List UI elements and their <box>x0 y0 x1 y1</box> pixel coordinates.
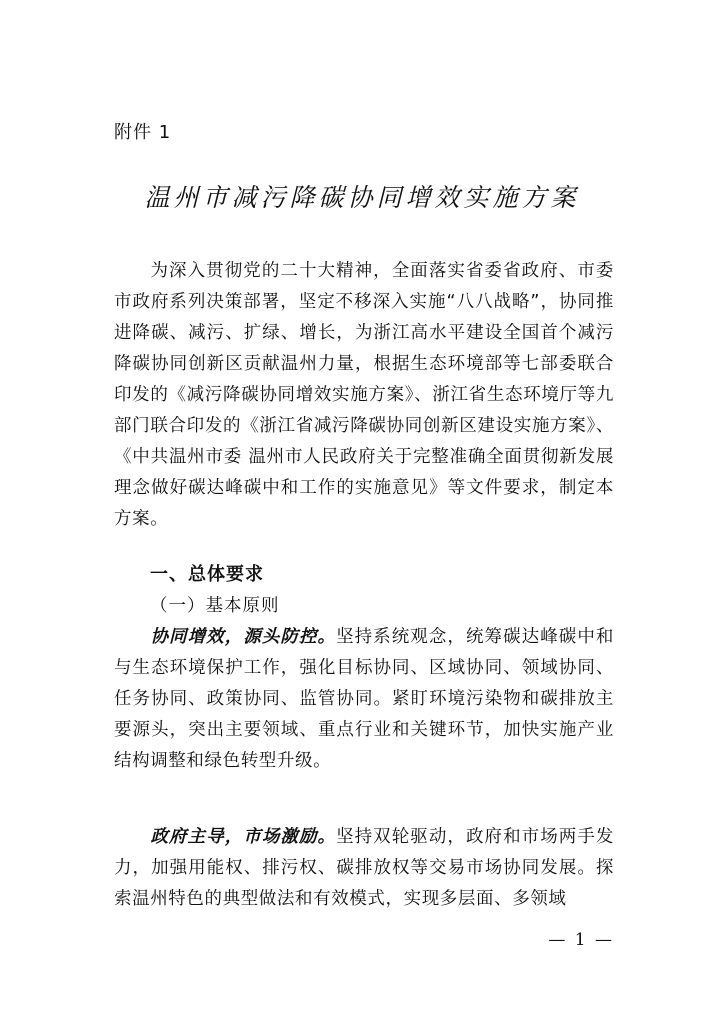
attachment-label: 附件 1 <box>114 122 172 143</box>
intro-paragraph-text: 为深入贯彻党的二十大精神，全面落实省委省政府、市委市政府系列决策部署，坚定不移深入实施“八八战略”，协同推进降碳、减污、扩绿、增长，为浙江高水平建设全国首个减污降碳协同创新区贡献温州力量，根据生态环境部等七部委联合印发的《减污降碳协同增效实施方案》、浙江省生态环境厅等九部门联合印发的《浙江省减污降碳协同创新区建设实施方案》、《中共温州市委 温州市人民政府关于完整准确全面贯彻新发展理念做好碳达峰碳中和工作的实施意见》等文件要求，制定本方案。 <box>114 261 614 529</box>
section-heading: 一、总体要求 <box>150 564 264 585</box>
subsection-heading: （一）基本原则 <box>150 596 280 616</box>
principle-paragraph-1 <box>114 622 614 777</box>
principle-text: 坚持双轮驱动，政府和市场两手发力，加强用能权、排污权、碳排放权等交易市场协同发展。探索温州特色的典型做法和有效模式，实现多层面、多领域 <box>114 827 615 909</box>
principle-lead: 政府主导，市场激励。 <box>150 827 337 847</box>
principle-text: 坚持系统观念，统筹碳达峰碳中和与生态环境保护工作，强化目标协同、区域协同、领域协同、任务协同、政策协同、监管协同。紧盯环境污染物和碳排放主要源头，突出主要领域、重点行业和关键环节，加快实施产业结构调整和绿色转型升级。 <box>114 627 615 771</box>
intro-paragraph <box>114 256 614 535</box>
page-number: — 1 — <box>548 930 614 950</box>
document-title: 温州市减污降碳协同增效实施方案 <box>144 183 580 212</box>
principle-paragraph-2 <box>114 822 614 915</box>
principle-lead: 协同增效，源头防控。 <box>150 627 337 647</box>
